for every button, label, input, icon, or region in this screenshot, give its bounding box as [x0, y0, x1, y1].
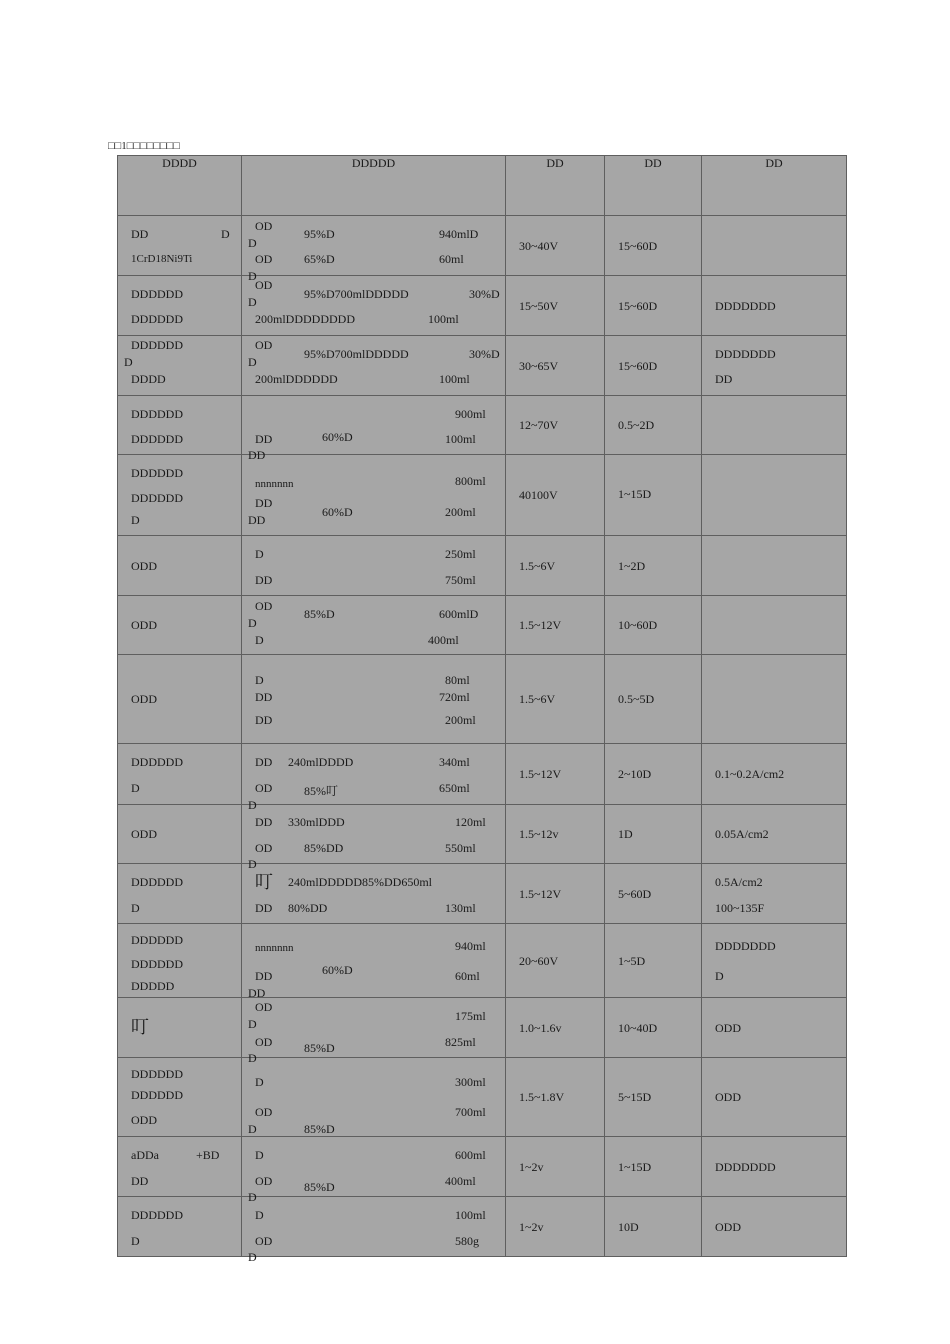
cell-text: 250ml: [445, 547, 476, 561]
voltage-cell: 1~2v: [506, 1197, 605, 1257]
cell-text: DD: [248, 448, 266, 462]
cell-text: 550ml: [445, 841, 476, 855]
notes-cell: [702, 336, 847, 396]
composition-cell: [242, 1058, 506, 1137]
table-row: [118, 596, 847, 655]
cell-text: OD: [255, 338, 273, 352]
notes-cell: DDDDDDD: [702, 1137, 847, 1197]
cell-text: DD: [255, 432, 273, 446]
name-cell: [118, 1197, 242, 1257]
cell-text: D: [248, 236, 257, 250]
cell-text: DDDDDD: [131, 432, 183, 446]
table-row: [118, 1058, 847, 1137]
notes-cell: [702, 396, 847, 455]
cell-text: 85%D: [304, 1041, 335, 1055]
cell-text: DDDDDD: [131, 1088, 183, 1102]
cell-text: 60ml: [439, 252, 464, 266]
table-row: [118, 276, 847, 336]
cell-text: DDDD: [131, 372, 166, 386]
cell-text: 30%D: [469, 347, 500, 361]
cell-text: 85%D: [304, 607, 335, 621]
table-row: [118, 805, 847, 864]
cell-text: 200ml: [445, 713, 476, 727]
cell-text: OD: [255, 1000, 273, 1014]
time-cell: 5~15D: [605, 1058, 702, 1137]
cell-text: OD: [255, 599, 273, 613]
time-cell: 15~60D: [605, 216, 702, 276]
time-cell: [605, 455, 702, 536]
cell-text: 85%叮: [304, 784, 338, 798]
cell-text: 800ml: [455, 474, 486, 488]
name-cell: [118, 396, 242, 455]
cell-text: DD: [248, 986, 266, 1000]
time-cell: 2~10D: [605, 744, 702, 805]
composition-cell: [242, 396, 506, 462]
cell-text: 400ml: [445, 1174, 476, 1188]
cell-text: DDDDDD: [131, 957, 183, 971]
composition-cell: [242, 536, 506, 596]
cell-text: 80ml: [445, 673, 470, 687]
cell-text: 900ml: [455, 407, 486, 421]
notes-cell: [702, 455, 847, 536]
cell-text: D: [248, 1250, 257, 1264]
table-row: [118, 924, 847, 998]
cell-text: 100~135F: [715, 901, 765, 915]
cell-text: D: [248, 1122, 257, 1136]
cell-text: DDDDDD: [131, 287, 183, 301]
header-notes: DD: [702, 156, 847, 216]
cell-text: 100ml: [455, 1208, 486, 1222]
table-row: [118, 536, 847, 596]
time-cell: 15~60D: [605, 276, 702, 336]
cell-text: DDDDDD: [131, 1208, 183, 1222]
cell-text: D: [255, 547, 264, 561]
notes-cell: [702, 864, 847, 924]
cell-text: DD: [715, 372, 733, 386]
cell-text: D: [221, 227, 230, 241]
cell-text: D: [248, 295, 257, 309]
cell-text: OD: [255, 1105, 273, 1119]
notes-cell: [702, 216, 847, 276]
composition-cell: [242, 276, 506, 336]
cell-text: 750ml: [445, 573, 476, 587]
notes-cell: 0.1~0.2A/cm2: [702, 744, 847, 805]
name-cell: [118, 1058, 242, 1137]
cell-text: D: [131, 1234, 140, 1248]
cell-text: 240mlDDDDD85%DD650ml: [288, 875, 432, 889]
time-cell: 1~2D: [605, 536, 702, 596]
cell-text: OD: [255, 781, 273, 795]
notes-cell: [702, 655, 847, 744]
voltage-cell: 12~70V: [506, 396, 605, 455]
time-cell: 0.5~5D: [605, 655, 702, 744]
notes-cell: [702, 536, 847, 596]
cell-text: 85%D: [304, 1180, 335, 1194]
time-cell: 1D: [605, 805, 702, 864]
cell-text: DD: [255, 573, 273, 587]
cell-text: DD: [248, 513, 266, 527]
name-cell: [118, 336, 242, 396]
cell-text: 200mlDDDDDD: [255, 372, 338, 386]
table-row: [118, 998, 847, 1058]
composition-cell: [242, 864, 506, 924]
cell-text: DDDDDDD: [715, 939, 776, 953]
cell-text: D: [255, 673, 264, 687]
cell-text: nnnnnnn: [255, 942, 294, 954]
name-cell: ODD: [118, 536, 242, 596]
cell-text: 0.5A/cm2: [715, 875, 763, 889]
cell-text: D: [131, 513, 140, 527]
header-name: DDDD: [118, 156, 242, 216]
time-cell: 10~60D: [605, 596, 702, 655]
cell-text: D: [715, 969, 724, 983]
table-row: [118, 655, 847, 744]
cell-text: 130ml: [445, 901, 476, 915]
cell-text: D: [248, 355, 257, 369]
cell-text: 330mlDDD: [288, 815, 345, 829]
name-cell: ODD: [118, 596, 242, 655]
composition-cell: [242, 744, 506, 812]
cell-text: 120ml: [455, 815, 486, 829]
cell-text: DDDDDD: [131, 338, 183, 352]
name-cell: [118, 924, 242, 998]
cell-text: 825ml: [445, 1035, 476, 1049]
cell-text: 30%D: [469, 287, 500, 301]
cell-text: DDDDDD: [131, 875, 183, 889]
voltage-cell: 1~2v: [506, 1137, 605, 1197]
name-cell: [118, 998, 242, 1058]
composition-cell: [242, 998, 506, 1065]
cell-text: D: [255, 633, 264, 647]
time-cell: 0.5~2D: [605, 396, 702, 455]
notes-cell: [702, 924, 847, 998]
cell-text: 60%D: [322, 963, 353, 977]
cell-text: 60%D: [322, 505, 353, 519]
cell-text: DDDDD: [131, 979, 175, 993]
voltage-cell: 1.5~12V: [506, 864, 605, 924]
table-row: [118, 216, 847, 276]
cell-text: DD: [255, 496, 273, 510]
header-row: [118, 156, 847, 216]
cell-text: DDDDDD: [131, 466, 183, 480]
cell-text: 100ml: [428, 312, 459, 326]
voltage-cell: 30~65V: [506, 336, 605, 396]
cell-text: aDDa: [131, 1148, 159, 1162]
header-voltage: DD: [506, 156, 605, 216]
voltage-cell: 15~50V: [506, 276, 605, 336]
name-cell: ODD: [118, 655, 242, 744]
cell-text: D: [255, 1208, 264, 1222]
name-cell: ODD: [118, 805, 242, 864]
composition-cell: [242, 455, 506, 536]
cell-text: OD: [255, 1035, 273, 1049]
cell-text: 200ml: [445, 505, 476, 519]
voltage-cell: 40100V: [506, 455, 605, 536]
table-row: [118, 336, 847, 396]
voltage-cell: 1.0~1.6v: [506, 998, 605, 1058]
cell-text: DD: [255, 755, 273, 769]
cell-text: OD: [255, 1234, 273, 1248]
cell-text: DDDDDD: [131, 407, 183, 421]
cell-text: DD: [255, 901, 273, 915]
composition-cell: [242, 216, 506, 283]
notes-cell: ODD: [702, 1197, 847, 1257]
cell-text: 叮: [255, 872, 273, 892]
voltage-cell: 1.5~12V: [506, 744, 605, 805]
cell-text: 720ml: [439, 690, 470, 704]
composition-cell: [242, 1197, 506, 1264]
cell-text: DD: [255, 690, 273, 704]
cell-text: DD: [255, 713, 273, 727]
cell-text: D: [124, 355, 133, 369]
notes-cell: [702, 596, 847, 655]
time-cell: 1~5D: [605, 924, 702, 998]
voltage-cell: 1.5~6V: [506, 536, 605, 596]
cell-text: nnnnnnn: [255, 478, 294, 490]
cell-text: 95%D700mlDDDDD: [304, 347, 409, 361]
table-row: [118, 455, 847, 536]
time-cell: 10~40D: [605, 998, 702, 1058]
table-row: [118, 744, 847, 805]
voltage-cell: 1.5~12v: [506, 805, 605, 864]
cell-text: ODD: [131, 1113, 157, 1127]
time-cell: 10D: [605, 1197, 702, 1257]
cell-text: DDDDDD: [131, 312, 183, 326]
cell-text: 940mlD: [439, 227, 479, 241]
cell-text: OD: [255, 252, 273, 266]
notes-cell: ODD: [702, 1058, 847, 1137]
voltage-cell: 1.5~12V: [506, 596, 605, 655]
time-cell: 15~60D: [605, 336, 702, 396]
cell-text: D: [248, 269, 257, 283]
cell-text: 200mlDDDDDDDD: [255, 312, 355, 326]
cell-text: 100ml: [439, 372, 470, 386]
cell-text: DDDDDD: [131, 933, 183, 947]
cell-text: OD: [255, 219, 273, 233]
cell-text: 65%D: [304, 252, 335, 266]
notes-cell: 0.05A/cm2: [702, 805, 847, 864]
table-row: [118, 1137, 847, 1197]
cell-text: 80%DD: [288, 901, 328, 915]
cell-text: D: [248, 1017, 257, 1031]
cell-text: 300ml: [455, 1075, 486, 1089]
cell-text: OD: [255, 278, 273, 292]
cell-text: 1~15D: [618, 487, 652, 501]
cell-text: 95%D700mlDDDDD: [304, 287, 409, 301]
composition-cell: [242, 655, 506, 744]
cell-text: D: [248, 857, 257, 871]
name-cell: [118, 276, 242, 336]
cell-text: 叮: [131, 1017, 149, 1037]
cell-text: +BD: [196, 1148, 220, 1162]
name-cell: [118, 744, 242, 805]
cell-text: D: [131, 781, 140, 795]
composition-cell: [242, 1137, 506, 1204]
table-row: [118, 864, 847, 924]
cell-text: DDDDDD: [131, 491, 183, 505]
composition-cell: [242, 596, 506, 655]
table-row: [118, 1197, 847, 1257]
electropolishing-table: [117, 155, 847, 1264]
header-time: DD: [605, 156, 702, 216]
composition-cell: [242, 336, 506, 396]
table-caption: □□1□□□□□□□□: [108, 140, 180, 152]
cell-text: 340ml: [439, 755, 470, 769]
name-cell: [118, 216, 242, 276]
cell-text: D: [248, 1051, 257, 1065]
voltage-cell: 30~40V: [506, 216, 605, 276]
time-cell: 5~60D: [605, 864, 702, 924]
cell-text: D: [248, 1190, 257, 1204]
notes-cell: DDDDDDD: [702, 276, 847, 336]
cell-text: 940ml: [455, 939, 486, 953]
table-row: [118, 396, 847, 455]
composition-cell: [242, 805, 506, 871]
cell-text: D: [255, 1148, 264, 1162]
cell-text: 85%D: [304, 1122, 335, 1136]
cell-text: 175ml: [455, 1009, 486, 1023]
cell-text: DDDDDD: [131, 755, 183, 769]
cell-text: 60%D: [322, 430, 353, 444]
voltage-cell: 20~60V: [506, 924, 605, 998]
voltage-cell: 1.5~6V: [506, 655, 605, 744]
cell-text: OD: [255, 1174, 273, 1188]
cell-text: 1CrD18Ni9Ti: [131, 253, 193, 265]
cell-text: 580g: [455, 1234, 479, 1248]
cell-text: 85%DD: [304, 841, 344, 855]
name-cell: [118, 1137, 242, 1197]
cell-text: DD: [131, 1174, 149, 1188]
name-cell: [118, 455, 242, 536]
cell-text: DDDDDD: [131, 1067, 183, 1081]
header-composition: DDDDD: [242, 156, 506, 216]
cell-text: DD: [131, 227, 149, 241]
voltage-cell: 1.5~1.8V: [506, 1058, 605, 1137]
composition-cell: [242, 924, 506, 998]
cell-text: D: [255, 1075, 264, 1089]
cell-text: DD: [255, 969, 273, 983]
notes-cell: ODD: [702, 998, 847, 1058]
cell-text: 600mlD: [439, 607, 479, 621]
cell-text: 700ml: [455, 1105, 486, 1119]
cell-text: 240mlDDDD: [288, 755, 354, 769]
time-cell: 1~15D: [605, 1137, 702, 1197]
cell-text: D: [248, 616, 257, 630]
cell-text: 650ml: [439, 781, 470, 795]
cell-text: DD: [255, 815, 273, 829]
cell-text: 100ml: [445, 432, 476, 446]
cell-text: 600ml: [455, 1148, 486, 1162]
cell-text: DDDDDDD: [715, 347, 776, 361]
cell-text: D: [248, 798, 257, 812]
cell-text: 400ml: [428, 633, 459, 647]
cell-text: OD: [255, 841, 273, 855]
cell-text: 95%D: [304, 227, 335, 241]
name-cell: [118, 864, 242, 924]
cell-text: 60ml: [455, 969, 480, 983]
cell-text: D: [131, 901, 140, 915]
